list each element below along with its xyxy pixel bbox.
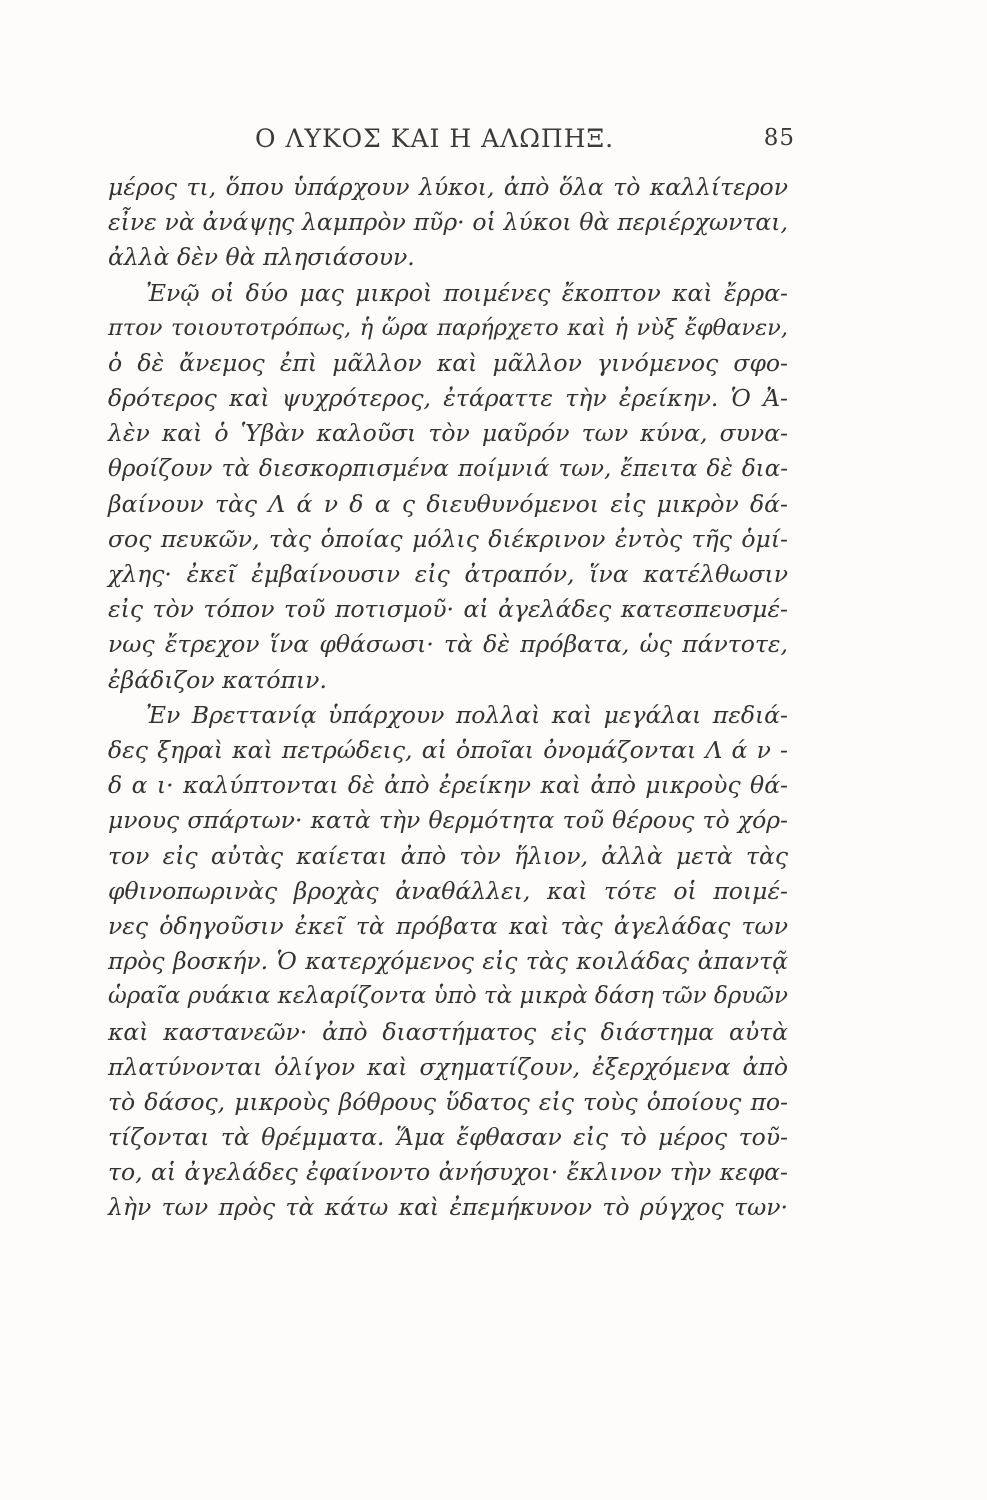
text-line: νες ὁδηγοῦσιν ἐκεῖ τὰ πρόβατα καὶ τὰς ἀγελάδας των: [108, 911, 788, 940]
text-line: εἶνε νὰ ἀνάψῃς λαμπρὸν πῦρ· οἱ λύκοι θὰ περιέρχωνται,: [108, 208, 788, 237]
text-line: νως ἔτρεχον ἵνα φθάσωσι· τὰ δὲ πρόβατα, ὡς πάντοτε,: [108, 630, 788, 659]
text-line: λὲν καὶ ὁ Ὑβὰν καλοῦσι τὸν μαῦρόν των κύνα, συνα-: [108, 419, 788, 448]
text-line: πρὸς βοσκήν. Ὁ κατερχόμενος εἰς τὰς κοιλάδας ἀπαντᾷ: [108, 947, 788, 976]
page-number: 85: [763, 125, 795, 151]
text-line: Ἐν Βρεττανίᾳ ὑπάρχουν πολλαὶ καὶ μεγάλαι πεδιά-: [146, 700, 788, 729]
running-head: [255, 118, 795, 158]
text-line: δες ξηραὶ καὶ πετρώδεις, αἱ ὁποῖαι ὀνομάζονται Λ ά ν -: [108, 736, 788, 764]
text-line: ἐβάδιζον κατόπιν.: [108, 665, 327, 694]
text-line: τὸ δάσος, μικροὺς βόθρους ὕδατος εἰς τοὺς ὁποίους πο-: [108, 1087, 788, 1116]
text-line: βαίνουν τὰς Λ ά ν δ α ς διευθυνόμενοι εἰς μικρὸν δά-: [108, 489, 788, 518]
text-line: φθινοπωρινὰς βροχὰς ἀναθάλλει, καὶ τότε οἱ ποιμέ-: [108, 876, 788, 905]
text-line: πτον τοιουτοτρόπως, ἡ ὥρα παρήρχετο καὶ ἡ νὺξ ἔφθανεν,: [108, 314, 788, 341]
text-line: χλης· ἐκεῖ ἐμβαίνουσιν εἰς ἀτραπόν, ἵνα κατέλθωσιν: [108, 560, 788, 589]
chapter-title: Ο ΛΥΚΟΣ ΚΑΙ Η ΑΛΩΠΗΞ.: [255, 123, 615, 153]
text-line: ὁ δὲ ἄνεμος ἐπὶ μᾶλλον καὶ μᾶλλον γινόμενος σφο-: [108, 348, 788, 377]
text-line: τον εἰς αὐτὰς καίεται ἀπὸ τὸν ἥλιον, ἀλλὰ μετὰ τὰς: [108, 841, 788, 870]
text-line: καὶ καστανεῶν· ἀπὸ διαστήματος εἰς διάστημα αὐτὰ: [108, 1017, 788, 1046]
text-line: τίζονται τὰ θρέμματα. Ἅμα ἔφθασαν εἰς τὸ μέρος τοῦ-: [108, 1123, 788, 1152]
text-line: ὡραῖα ρυάκια κελαρίζοντα ὑπὸ τὰ μικρὰ δάση τῶν δρυῶν: [108, 983, 788, 1010]
text-line: θροίζουν τὰ διεσκορπισμένα ποίμνιά των, ἔπειτα δὲ δια-: [108, 455, 788, 482]
text-line: μέρος τι, ὅπου ὑπάρχουν λύκοι, ἀπὸ ὅλα τὸ καλλίτερον: [108, 173, 788, 201]
text-line: Ἐνῷ οἱ δύο μας μικροὶ ποιμένες ἔκοπτον καὶ ἔρρα-: [146, 278, 788, 307]
text-line: μνους σπάρτων· κατὰ τὴν θερμότητα τοῦ θέρους τὸ χόρ-: [108, 806, 788, 835]
text-line: εἰς τὸν τόπον τοῦ ποτισμοῦ· αἱ ἀγελάδες κατεσπευσμέ-: [108, 595, 788, 624]
text-line: πλατύνονται ὀλίγον καὶ σχηματίζουν, ἐξερχόμενα ἀπὸ: [108, 1052, 788, 1081]
text-line: δρότερος καὶ ψυχρότερος, ἐτάραττε τὴν ἐρείκην. Ὁ Ἀ-: [108, 384, 788, 413]
text-line: ἀλλὰ δὲν θὰ πλησιάσουν.: [108, 243, 415, 272]
text-line: λὴν των πρὸς τὰ κάτω καὶ ἐπεμήκυνον τὸ ρύγχος των·: [108, 1193, 788, 1222]
body-text: [108, 170, 788, 1226]
text-line: δ α ι· καλύπτονται δὲ ἀπὸ ἐρείκην καὶ ἀπὸ μικροὺς θά-: [108, 771, 788, 800]
text-line: σος πευκῶν, τὰς ὁποίας μόλις διέκρινον ἐντὸς τῆς ὁμί-: [108, 524, 788, 553]
text-line: το, αἱ ἀγελάδες ἐφαίνοντο ἀνήσυχοι· ἔκλινον τὴν κεφα-: [108, 1158, 788, 1187]
